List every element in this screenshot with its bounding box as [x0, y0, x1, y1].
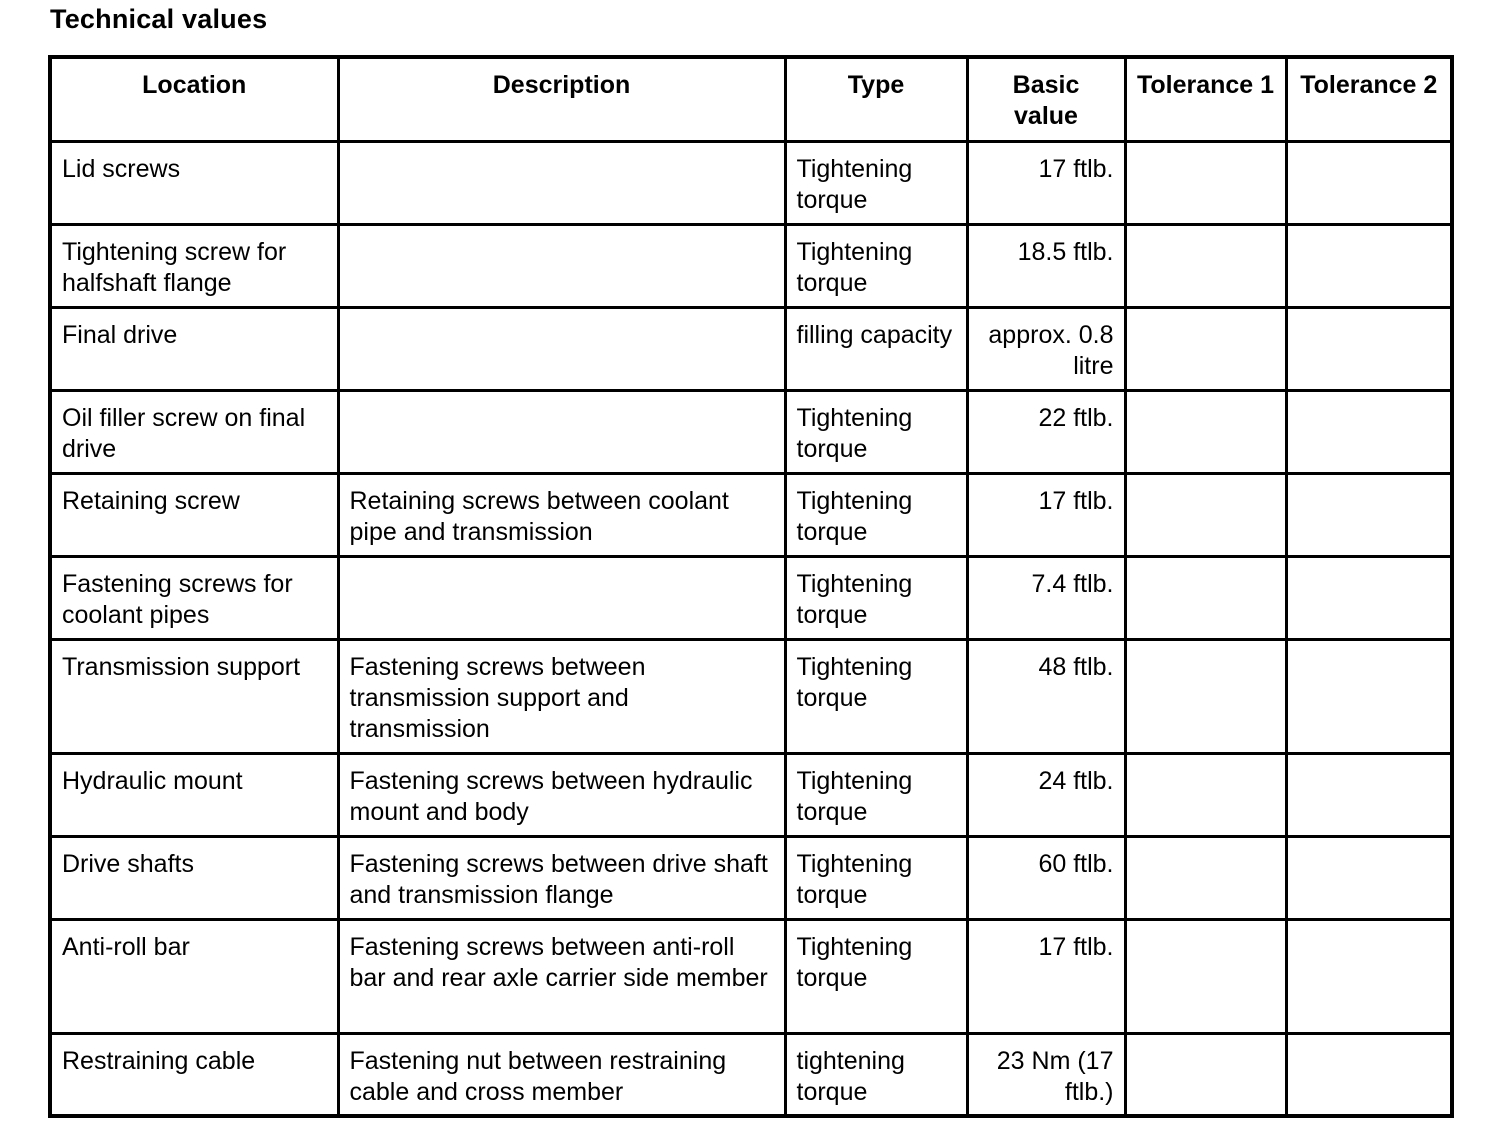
cell-tolerance-1	[1125, 556, 1286, 639]
cell-tolerance-1	[1125, 307, 1286, 390]
cell-type: Tightening torque	[785, 919, 967, 1033]
table-row	[50, 919, 1452, 1033]
cell-type: Tightening torque	[785, 639, 967, 753]
cell-tolerance-2	[1286, 390, 1452, 473]
cell-basic-value: 24 ftlb.	[967, 753, 1125, 836]
cell-tolerance-1	[1125, 753, 1286, 836]
cell-tolerance-2	[1286, 639, 1452, 753]
cell-description	[338, 141, 785, 224]
table-row	[50, 307, 1452, 390]
cell-basic-value: 17 ftlb.	[967, 141, 1125, 224]
page-title: Technical values	[50, 4, 268, 34]
cell-tolerance-1	[1125, 836, 1286, 919]
cell-type: Tightening torque	[785, 836, 967, 919]
cell-tolerance-2	[1286, 1033, 1452, 1116]
cell-basic-value: 17 ftlb.	[967, 473, 1125, 556]
cell-basic-value: 7.4 ftlb.	[967, 556, 1125, 639]
cell-location: Transmission support	[50, 639, 338, 753]
table-header-row	[50, 57, 1452, 141]
cell-location: Hydraulic mount	[50, 753, 338, 836]
cell-tolerance-1	[1125, 1033, 1286, 1116]
cell-location: Final drive	[50, 307, 338, 390]
cell-tolerance-2	[1286, 919, 1452, 1033]
cell-type: Tightening torque	[785, 224, 967, 307]
cell-location: Lid screws	[50, 141, 338, 224]
cell-description: Fastening screws between anti-roll bar and rear axle carrier side member	[338, 919, 785, 1033]
cell-location: Anti-roll bar	[50, 919, 338, 1033]
table-row	[50, 224, 1452, 307]
cell-tolerance-1	[1125, 141, 1286, 224]
table-row	[50, 390, 1452, 473]
cell-description	[338, 390, 785, 473]
cell-type: Tightening torque	[785, 556, 967, 639]
cell-tolerance-2	[1286, 836, 1452, 919]
cell-tolerance-2	[1286, 141, 1452, 224]
table-row	[50, 836, 1452, 919]
header-tolerance-1: Tolerance 1	[1125, 57, 1286, 141]
header-location: Location	[50, 57, 338, 141]
cell-location: Restraining cable	[50, 1033, 338, 1116]
cell-type: filling capacity	[785, 307, 967, 390]
cell-basic-value: 60 ftlb.	[967, 836, 1125, 919]
cell-location: Tightening screw for halfshaft flange	[50, 224, 338, 307]
cell-basic-value: 48 ftlb.	[967, 639, 1125, 753]
table-row	[50, 639, 1452, 753]
cell-tolerance-1	[1125, 919, 1286, 1033]
cell-tolerance-1	[1125, 639, 1286, 753]
cell-type: tightening torque	[785, 1033, 967, 1116]
cell-description: Fastening nut between restraining cable and cross member	[338, 1033, 785, 1116]
table-row	[50, 556, 1452, 639]
cell-description	[338, 307, 785, 390]
cell-tolerance-2	[1286, 473, 1452, 556]
table-row	[50, 141, 1452, 224]
cell-location: Drive shafts	[50, 836, 338, 919]
cell-tolerance-2	[1286, 556, 1452, 639]
header-type: Type	[785, 57, 967, 141]
cell-tolerance-2	[1286, 753, 1452, 836]
cell-type: Tightening torque	[785, 753, 967, 836]
cell-type: Tightening torque	[785, 141, 967, 224]
cell-description: Fastening screws between hydraulic mount and body	[338, 753, 785, 836]
table-row	[50, 753, 1452, 836]
cell-type: Tightening torque	[785, 473, 967, 556]
cell-tolerance-2	[1286, 307, 1452, 390]
cell-location: Fastening screws for coolant pipes	[50, 556, 338, 639]
cell-location: Oil filler screw on final drive	[50, 390, 338, 473]
cell-tolerance-1	[1125, 390, 1286, 473]
cell-tolerance-1	[1125, 473, 1286, 556]
cell-tolerance-1	[1125, 224, 1286, 307]
header-description: Description	[338, 57, 785, 141]
cell-tolerance-2	[1286, 224, 1452, 307]
technical-values-table	[48, 55, 1454, 1118]
cell-basic-value: 18.5 ftlb.	[967, 224, 1125, 307]
cell-location: Retaining screw	[50, 473, 338, 556]
cell-basic-value: 23 Nm (17 ftlb.)	[967, 1033, 1125, 1116]
cell-basic-value: 17 ftlb.	[967, 919, 1125, 1033]
cell-description: Fastening screws between drive shaft and transmission flange	[338, 836, 785, 919]
cell-basic-value: approx. 0.8 litre	[967, 307, 1125, 390]
header-tolerance-2: Tolerance 2	[1286, 57, 1452, 141]
table-row	[50, 1033, 1452, 1116]
header-basic-value: Basic value	[967, 57, 1125, 141]
cell-type: Tightening torque	[785, 390, 967, 473]
cell-description: Fastening screws between transmission support and transmission	[338, 639, 785, 753]
cell-description: Retaining screws between coolant pipe and transmission	[338, 473, 785, 556]
table-row	[50, 473, 1452, 556]
cell-description	[338, 224, 785, 307]
cell-description	[338, 556, 785, 639]
cell-basic-value: 22 ftlb.	[967, 390, 1125, 473]
